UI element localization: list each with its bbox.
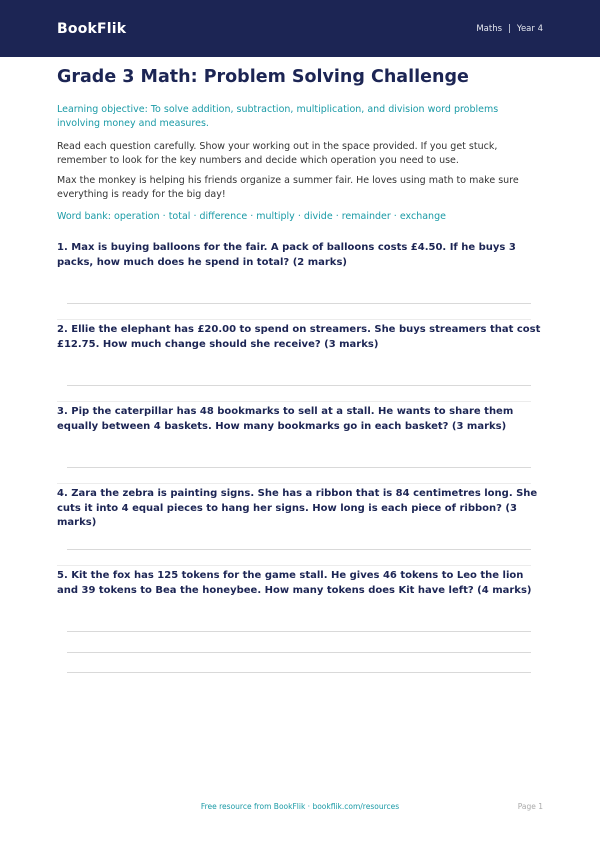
question-text: 2. Ellie the elephant has £20.00 to spend on streamers. She buys streamers that cost £12.75. How much change should she receive? (3 marks): [57, 324, 541, 350]
answer-line[interactable]: [67, 652, 531, 653]
question-1: [57, 241, 547, 270]
page-number: Page 1: [517, 802, 543, 811]
subject-label: Maths: [476, 23, 503, 34]
worksheet-intro: [57, 66, 543, 224]
answer-line[interactable]: [67, 385, 531, 386]
answer-line[interactable]: [67, 303, 531, 304]
question-5: [57, 569, 547, 598]
page-header: [0, 0, 600, 57]
learning-objective: Learning objective: To solve addition, subtraction, multiplication, and division word problems involving money and measures.: [57, 104, 499, 129]
header-meta: [476, 24, 543, 34]
answer-line[interactable]: [67, 631, 531, 632]
question-text: 3. Pip the caterpillar has 48 bookmarks to sell at a stall. He wants to share them equally between 4 baskets. How many bookmarks go in each basket? (3 marks): [57, 406, 514, 432]
answer-line[interactable]: [67, 549, 531, 550]
question-divider: [57, 483, 531, 484]
question-divider: [57, 319, 531, 320]
answer-line[interactable]: [67, 467, 531, 468]
question-3: [57, 405, 547, 434]
question-text: 4. Zara the zebra is painting signs. She has a ribbon that is 84 centimetres long. She cuts it into 4 equal pieces to hang her signs. How long is each piece of ribbon? (3 marks): [57, 488, 538, 528]
brand-logo: BookFlik: [57, 20, 127, 37]
question-2: [57, 323, 547, 352]
question-divider: [57, 565, 531, 566]
question-4: [57, 487, 547, 531]
intro-text: Max the monkey is helping his friends organize a summer fair. He loves using math to make sure everything is ready for the big day!: [57, 175, 519, 200]
footer-credit: Free resource from BookFlik · bookflik.com/resources: [200, 802, 400, 811]
question-text: 5. Kit the fox has 125 tokens for the game stall. He gives 46 tokens to Leo the lion and 39 tokens to Bea the honeybee. How many tokens does Kit have left? (4 marks): [57, 570, 532, 596]
question-text: 1. Max is buying balloons for the fair. A pack of balloons costs £4.50. If he buys 3 packs, how much does he spend in total? (2 marks): [57, 242, 516, 268]
question-divider: [57, 401, 531, 402]
instructions-text: Read each question carefully. Show your working out in the space provided. If you get stuck, remember to look for the key numbers and decide which operation you need to use.: [57, 141, 498, 166]
year-label: Year 4: [516, 23, 543, 34]
page-footer: [0, 802, 600, 814]
answer-line[interactable]: [67, 672, 531, 673]
meta-separator: |: [508, 23, 511, 34]
word-bank: Word bank: operation · total · difference · multiply · divide · remainder · exchange: [57, 211, 446, 222]
page-title: Grade 3 Math: Problem Solving Challenge: [57, 67, 469, 87]
